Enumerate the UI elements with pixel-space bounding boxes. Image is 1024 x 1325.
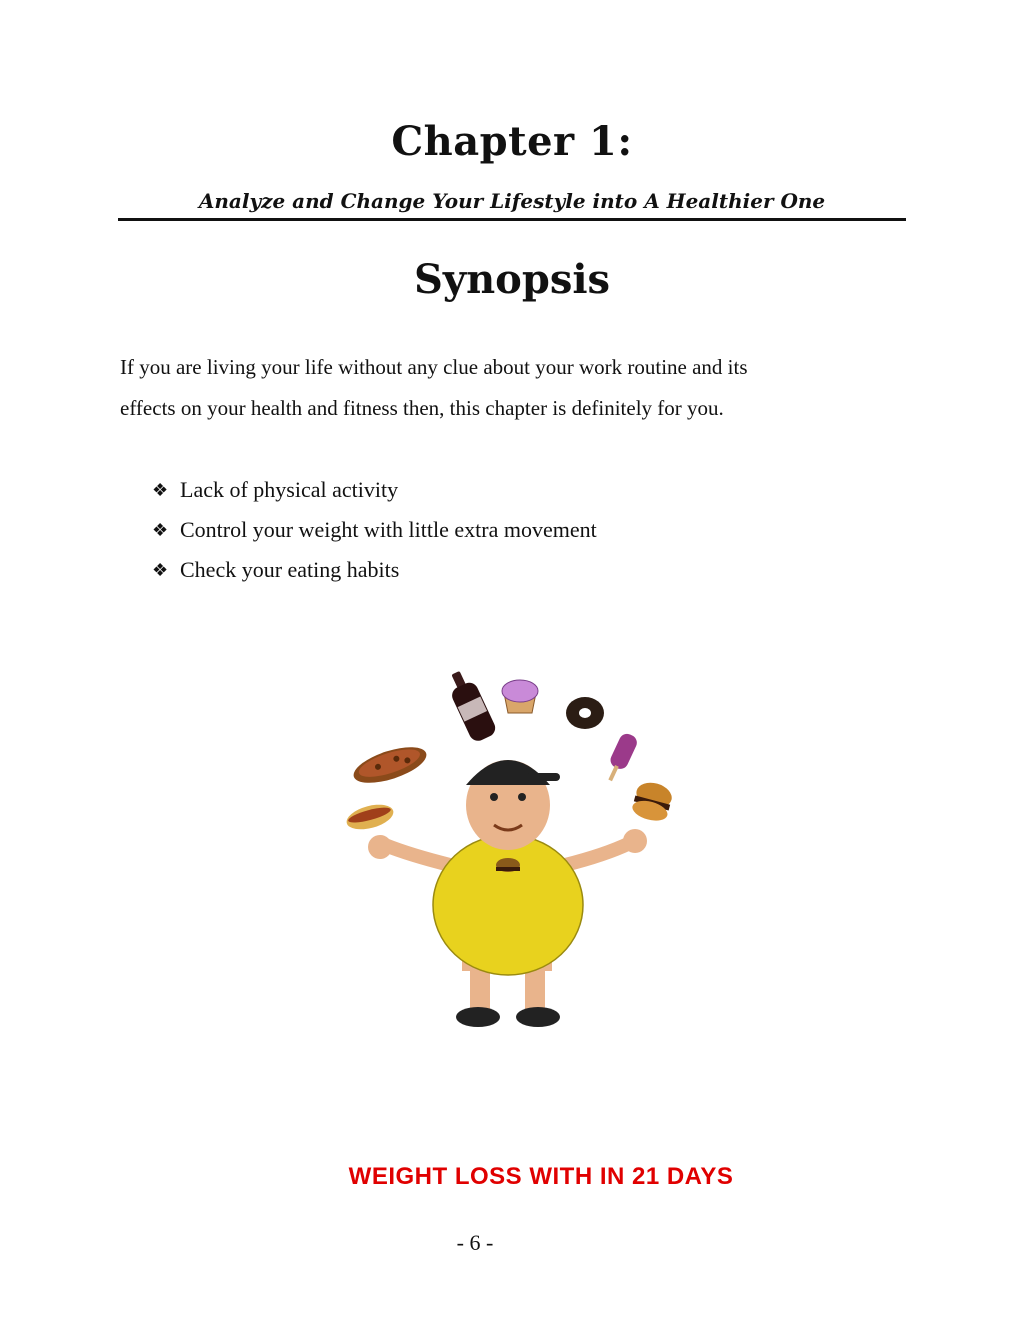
- page-number: - 6 -: [456, 1230, 494, 1255]
- chapter-subtitle: Analyze and Change Your Lifestyle into A Healthier One: [198, 189, 826, 213]
- footer-brand-text: WEIGHT LOSS WITH IN 21 DAYS: [348, 1163, 734, 1190]
- list-item-label: Check your eating habits: [180, 557, 400, 582]
- synopsis-paragraph: [120, 347, 920, 429]
- topic-list: [152, 470, 597, 590]
- synopsis-line-1: If you are living your life without any clue about your work routine and its: [120, 355, 748, 379]
- chapter-title: Chapter 1:: [391, 118, 633, 165]
- list-item: [152, 470, 597, 510]
- list-item-label: Lack of physical activity: [180, 477, 399, 502]
- soda-bottle-icon: [443, 667, 498, 744]
- diamond-bullet-icon: ❖: [152, 520, 169, 540]
- juggler-character: [368, 760, 647, 1027]
- pizza-icon: [350, 740, 431, 790]
- donut-icon: [566, 697, 604, 729]
- burger-icon: [630, 779, 674, 824]
- diamond-bullet-icon: ❖: [152, 560, 169, 580]
- synopsis-line-2: effects on your health and fitness then, this chapter is definitely for you.: [120, 396, 724, 420]
- popsicle-icon: [602, 731, 639, 784]
- list-item-label: Control your weight with little extra movement: [180, 517, 597, 542]
- diamond-bullet-icon: ❖: [152, 480, 169, 500]
- synopsis-heading: Synopsis: [413, 256, 611, 303]
- list-item: [152, 550, 597, 590]
- hotdog-icon: [344, 800, 396, 834]
- list-item: [152, 510, 597, 550]
- juggling-junk-food-illustration: [330, 655, 690, 1050]
- title-divider: [118, 218, 906, 221]
- cupcake-icon: [502, 680, 538, 713]
